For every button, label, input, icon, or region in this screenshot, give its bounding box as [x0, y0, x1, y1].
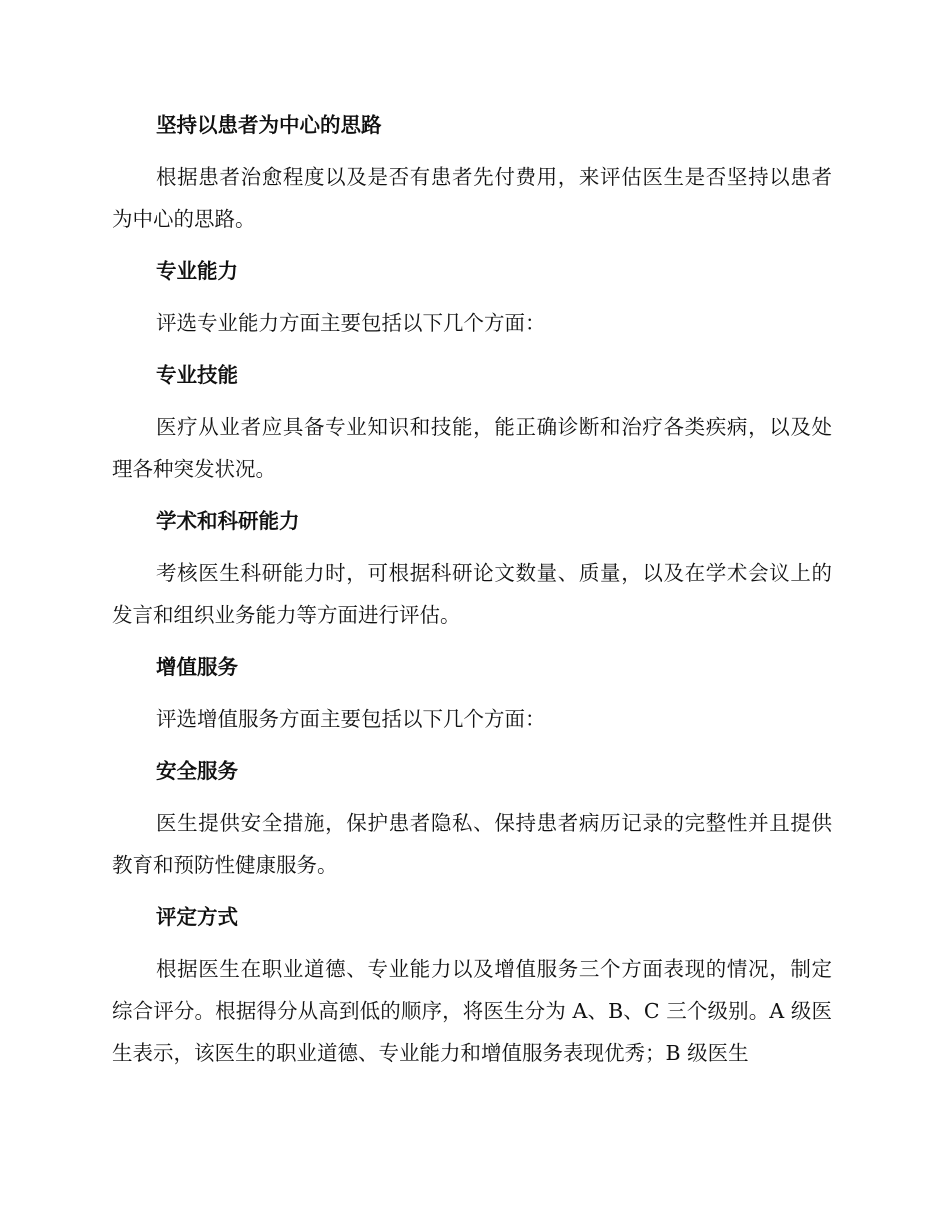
- paragraph-safety-services: 医生提供安全措施，保护患者隐私、保持患者病历记录的完整性并且提供教育和预防性健康服务。: [112, 811, 832, 877]
- paragraph-academic-research: 考核医生科研能力时，可根据科研论文数量、质量，以及在学术会议上的发言和组织业务能力等方面进行评估。: [112, 561, 832, 627]
- section-heading-patient-centered: 坚持以患者为中心的思路: [156, 113, 382, 137]
- section-heading-safety-services: 安全服务: [156, 759, 238, 783]
- section-heading-evaluation-method: 评定方式: [156, 905, 238, 929]
- paragraph-value-added-intro: 评选增值服务方面主要包括以下几个方面：: [156, 707, 546, 731]
- paragraph-patient-centered: 根据患者治愈程度以及是否有患者先付费用，来评估医生是否坚持以患者为中心的思路。: [112, 165, 832, 231]
- section-heading-professional-skills: 专业技能: [156, 363, 238, 387]
- section-heading-academic-research: 学术和科研能力: [156, 509, 300, 533]
- paragraph-professional-ability-intro: 评选专业能力方面主要包括以下几个方面：: [156, 311, 546, 335]
- paragraph-evaluation-method: 根据医生在职业道德、专业能力以及增值服务三个方面表现的情况，制定综合评分。根据得分从高到低的顺序，将医生分为 A、B、C 三个级别。A 级医生表示，该医生的职业道德、专业能力和增值服务表现优秀；B 级医生: [112, 957, 832, 1065]
- section-heading-value-added-services: 增值服务: [156, 655, 238, 679]
- paragraph-professional-skills: 医疗从业者应具备专业知识和技能，能正确诊断和治疗各类疾病，以及处理各种突发状况。: [112, 415, 832, 481]
- document-page: [112, 104, 832, 1084]
- section-heading-professional-ability: 专业能力: [156, 259, 238, 283]
